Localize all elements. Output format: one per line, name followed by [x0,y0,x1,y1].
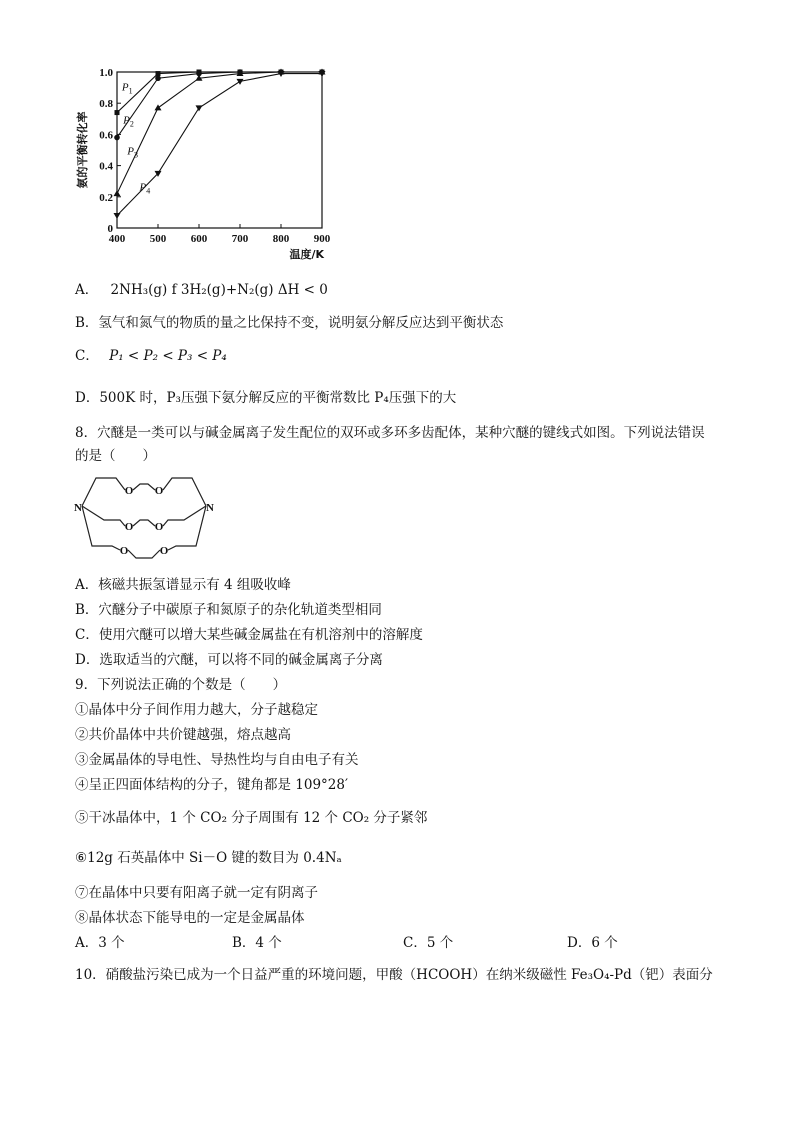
point-p2 [155,75,161,81]
q9-option-d: D．6 个 [567,935,618,951]
q7-option-a-label: A． [75,282,99,298]
q8-stem-line2: 的是（ ） [75,448,156,464]
q9-statement-2: ②共价晶体中共价键越强，熔点越高 [75,727,291,743]
atom-n-right: N [206,502,214,514]
y-tick-label: 1.0 [99,67,113,79]
series-label-p1: $P_1$ [121,81,133,96]
q7-option-a [75,281,328,299]
ammonia-conversion-chart [72,62,342,262]
atom-n-left: N [74,502,82,514]
q7-option-d: D．500K 时，P₃压强下氨分解反应的平衡常数比 P₄压强下的大 [75,390,457,406]
y-tick-label: 0.8 [99,98,113,111]
x-tick-label: 600 [190,233,208,245]
q9-statement-7: ⑦在晶体中只要有阳离子就一定有阴离子 [75,885,318,901]
point-p3 [114,190,121,196]
x-tick-label: 400 [108,233,126,245]
point-p4 [114,213,121,219]
q8-option-d: D．选取适当的穴醚，可以将不同的碱金属离子分离 [75,652,383,668]
q7-option-c [75,347,227,365]
atom-o-mid-left: O [124,521,134,533]
x-axis-label: 温度/K [289,248,324,261]
atom-o-top-right: O [154,485,164,497]
atom-o-top-left: O [124,485,134,497]
q10-stem: 10．硝酸盐污染已成为一个日益严重的环境问题，甲酸（HCOOH）在纳米级磁性 Fe₃O₄-Pd（钯）表面分 [75,967,713,983]
q9-statement-6: ⑥12g 石英晶体中 Si－O 键的数目为 0.4Nₐ [75,850,342,866]
q9-statement-5: ⑤干冰晶体中，1 个 CO₂ 分子周围有 12 个 CO₂ 分子紧邻 [75,810,428,826]
series-line-p3 [117,72,322,194]
point-p3 [155,104,162,110]
q8-option-c: C．使用穴醚可以增大某些碱金属盐在有机溶剂中的溶解度 [75,627,423,643]
y-tick-label: 0.6 [99,129,113,142]
point-p1 [156,71,161,76]
y-tick-label: 0 [107,223,113,235]
series-label-p2: $P_2$ [123,114,134,129]
y-tick-label: 0.4 [99,160,113,173]
q7-option-a-formula: 2NH₃(g) f 3H₂(g)+N₂(g) ΔH < 0 [110,282,328,298]
atom-o-bottom-left: O [119,545,129,557]
cryptand-structure [70,468,220,568]
point-p2 [114,135,120,141]
point-p4 [237,79,244,85]
q8-option-b: B．穴醚分子中碳原子和氮原子的杂化轨道类型相同 [75,602,382,618]
q9-statement-8: ⑧晶体状态下能导电的一定是金属晶体 [75,910,305,926]
q7-option-b: B．氢气和氮气的物质的量之比保持不变，说明氨分解反应达到平衡状态 [75,315,504,331]
x-tick-label: 900 [313,233,331,245]
q7-option-c-formula: P₁ < P₂ < P₃ < P₄ [109,348,227,364]
point-p1 [115,110,120,115]
plot-frame [117,72,322,228]
q8-stem-line1: 8．穴醚是一类可以与碱金属离子发生配位的双环或多环多齿配体，某种穴醚的键线式如图。下列说法错误 [75,425,705,441]
x-tick-label: 500 [149,233,167,245]
series-label-p3: $P_3$ [127,145,138,160]
atom-o-mid-right: O [154,521,164,533]
q9-statement-3: ③金属晶体的导电性、导热性均与自由电子有关 [75,752,359,768]
atom-o-bottom-right: O [159,545,169,557]
q9-stem: 9．下列说法正确的个数是（ ） [75,677,287,693]
series-line-p2 [117,72,322,138]
x-tick-label: 800 [272,233,290,245]
q7-option-c-label: C． [75,348,99,364]
q8-option-a: A．核磁共振氢谱显示有 4 组吸收峰 [75,577,291,593]
q9-statement-1: ①晶体中分子间作用力越大，分子越稳定 [75,702,318,718]
series-label-p4: $P_4$ [139,181,151,196]
y-axis-label: 氨的平衡转化率 [76,111,89,189]
q9-option-c: C．5 个 [403,935,454,951]
q9-statement-4: ④呈正四面体结构的分子，键角都是 109°28′ [75,777,349,793]
q9-option-a: A．3 个 [75,935,125,951]
q9-option-b: B．4 个 [232,935,282,951]
point-p4 [196,105,203,111]
x-tick-label: 700 [231,233,249,245]
y-tick-label: 0.2 [99,191,113,204]
